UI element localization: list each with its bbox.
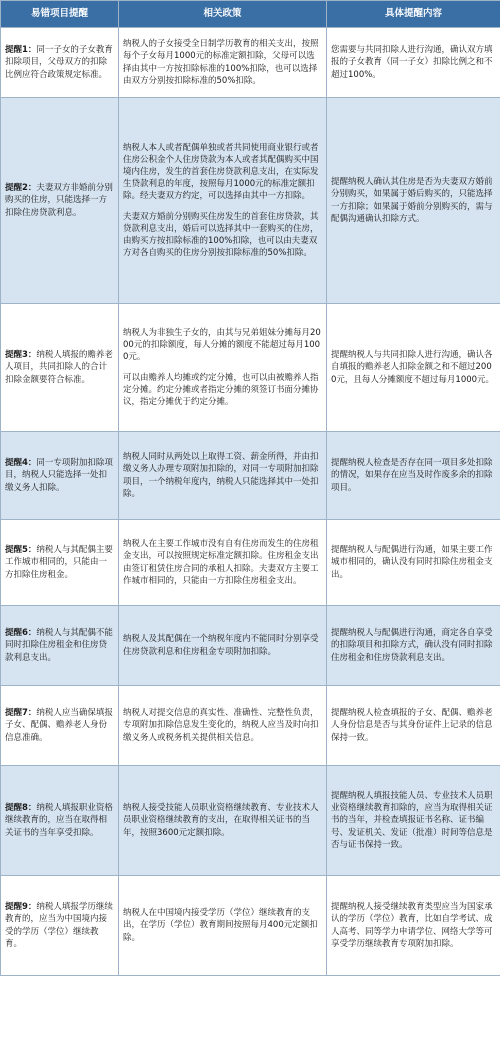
table-row: [1, 304, 500, 432]
content-cell: 提醒纳税人填报技能人员、专业技术人员职业资格继续教育扣除的，应当为取得相关证书的当年，并检查填报证书名称、证书编号、发证机关、发证（批准）时间等信息是否与证书保持一致。: [327, 766, 500, 876]
reminder-item-cell: [1, 432, 119, 520]
reminder-title: 提醒8：: [5, 803, 37, 814]
table-row: [1, 686, 500, 766]
content-cell: 您需要与共同扣除人进行沟通，确认双方填报的子女教育（同一子女）扣除比例之和不超过100%。: [327, 28, 500, 98]
policy-cell: [119, 766, 327, 876]
content-cell: 提醒纳税人确认其住房是否为夫妻双方婚前分别购买，如果属于婚后购买的，只能选择一方扣除；如果属于婚前分别购买的，需与配偶沟通确认扣除方式。: [327, 98, 500, 304]
reminder-text: 纳税人填报职业资格继续教育的，应当在取得相关证书的当年享受扣除。: [5, 803, 113, 838]
header-item: 易错项目提醒: [1, 1, 119, 28]
header-content: 具体提醒内容: [327, 1, 500, 28]
reminder-text: 夫妻双方非婚前分别购买的住房，只能选择一方扣除住房贷款利息。: [5, 183, 113, 218]
policy-text: 纳税人在中国境内接受学历（学位）继续教育的支出，在学历（学位）教育期间按照每月400元定额扣除。: [123, 908, 318, 943]
policy-cell: [119, 686, 327, 766]
policy-text: 纳税人的子女接受全日制学历教育的相关支出，按照每个子女每月1000元的标准定额扣除，父母可以选择由其中一方按扣除标准的100%扣除，也可以选择由双方分别按扣除标准的50%扣除。: [123, 39, 319, 86]
reminder-item-cell: [1, 304, 119, 432]
policy-text: 纳税人对提交信息的真实性、准确性、完整性负责，专项附加扣除信息发生变化的，纳税人应当及时向扣缴义务人或税务机关提供相关信息。: [123, 708, 319, 743]
reminder-item-cell: [1, 28, 119, 98]
header-policy: 相关政策: [119, 1, 327, 28]
reminder-item-cell: [1, 766, 119, 876]
policy-cell: [119, 304, 327, 432]
table-row: [1, 432, 500, 520]
reminder-title: 提醒9：: [5, 902, 37, 913]
policy-cell: [119, 28, 327, 98]
policy-cell: [119, 98, 327, 304]
policy-text: 夫妻双方婚前分别购买住房发生的首套住房贷款，其贷款利息支出，婚后可以选择其中一套购买的住房，由购买方按扣除标准的100%扣除，也可以由夫妻双方对各自购买的住房分别按扣除标准的50%扣除。: [123, 211, 319, 259]
table-row: [1, 520, 500, 606]
reminder-item-cell: [1, 98, 119, 304]
content-cell: 提醒纳税人接受继续教育类型应当为国家承认的学历（学位）教育，比如自学考试、成人高考、同等学力申请学位、网络大学等可享受学历继续教育专项附加扣除。: [327, 876, 500, 976]
table-header-row: [1, 1, 500, 28]
content-cell: 提醒纳税人与配偶进行沟通，如果主要工作城市相同的，确认没有同时扣除住房租金支出。: [327, 520, 500, 606]
policy-text: 纳税人在主要工作城市没有自有住房而发生的住房租金支出，可以按照规定标准定额扣除。住房租金支出由签订租赁住房合同的承租人扣除。夫妻双方主要工作城市相同的，只能由一方扣除住房租金支出。: [123, 539, 319, 586]
policy-cell: [119, 432, 327, 520]
reminder-title: 提醒1：: [5, 45, 37, 56]
reminder-item-cell: [1, 606, 119, 686]
content-cell: 提醒纳税人检查是否存在同一项目多处扣除的情况，如果存在应当及时作废多余的扣除项目。: [327, 432, 500, 520]
reminder-text: 纳税人应当确保填报子女、配偶、赡养老人身份信息准确。: [5, 708, 113, 743]
reminder-text: 纳税人填报的赡养老人项目，共同扣除人的合计扣除金额要符合标准。: [5, 350, 113, 385]
reminder-item-cell: [1, 876, 119, 976]
policy-cell: [119, 606, 327, 686]
reminder-item-cell: [1, 686, 119, 766]
table-row: [1, 28, 500, 98]
reminder-text: 同一子女的子女教育扣除项目，父母双方的扣除比例应符合政策规定标准。: [5, 45, 113, 80]
reminder-title: 提醒5：: [5, 545, 37, 556]
policy-text: 可以由赡养人均摊或约定分摊，也可以由被赡养人指定分摊。约定分摊或者指定分摊的须签订书面分摊协议，指定分摊优于约定分摊。: [123, 372, 319, 407]
policy-cell: [119, 876, 327, 976]
reminder-text: 同一专项附加扣除项目，纳税人只能选择一处扣缴义务人扣除。: [5, 458, 113, 493]
reminder-title: 提醒4：: [5, 458, 37, 469]
reminder-text: 纳税人与其配偶主要工作城市相同的，只能由一方扣除住房租金。: [5, 545, 113, 580]
content-cell: 提醒纳税人检查填报的子女、配偶、赡养老人身份信息是否与其身份证件上记录的信息保持一致。: [327, 686, 500, 766]
policy-cell: [119, 520, 327, 606]
reminder-title: 提醒7：: [5, 708, 37, 719]
policy-text: 纳税人同时从两处以上取得工资、薪金所得，并由扣缴义务人办理专项附加扣除的，对同一专项附加扣除项目，一个纳税年度内，纳税人只能选择其中一处扣除。: [123, 452, 319, 499]
policy-text: 纳税人接受技能人员职业资格继续教育、专业技术人员职业资格继续教育的支出，在取得相关证书的当年，按照3600元定额扣除。: [123, 803, 319, 838]
table-row: [1, 98, 500, 304]
reminder-title: 提醒6：: [5, 628, 37, 639]
reminder-text: 纳税人与其配偶不能同时扣除住房租金和住房贷款利息支出。: [5, 628, 113, 663]
content-cell: 提醒纳税人与配偶进行沟通，商定各自享受的扣除项目和扣除方式，确认没有同时扣除住房租金和住房贷款利息支出。: [327, 606, 500, 686]
policy-text: 纳税人本人或者配偶单独或者共同使用商业银行或者住房公积金个人住房贷款为本人或者其配偶购买中国境内住房，发生的首套住房贷款利息支出，在实际发生贷款利息的年度，按照每月1000元的标准定额扣除。经夫妻双方约定，可以选择由其中一方扣除。: [123, 142, 319, 202]
table-row: [1, 766, 500, 876]
policy-text: 纳税人为非独生子女的，由其与兄弟姐妹分摊每月2000元的扣除额度，每人分摊的额度不能超过每月1000元。: [123, 327, 321, 363]
reminder-item-cell: [1, 520, 119, 606]
reminder-title: 提醒3：: [5, 350, 37, 361]
policy-text: 纳税人及其配偶在一个纳税年度内不能同时分别享受住房贷款利息和住房租金专项附加扣除。: [123, 634, 319, 657]
reminder-title: 提醒2：: [5, 183, 37, 194]
table-row: [1, 606, 500, 686]
table-row: [1, 876, 500, 976]
content-cell: 提醒纳税人与共同扣除人进行沟通，确认各自填报的赡养老人扣除金额之和不超过2000元，且每人分摊额度不超过每月1000元。: [327, 304, 500, 432]
reminder-text: 纳税人填报学历继续教育的，应当为中国境内接受的学历（学位）继续教育。: [5, 902, 113, 949]
